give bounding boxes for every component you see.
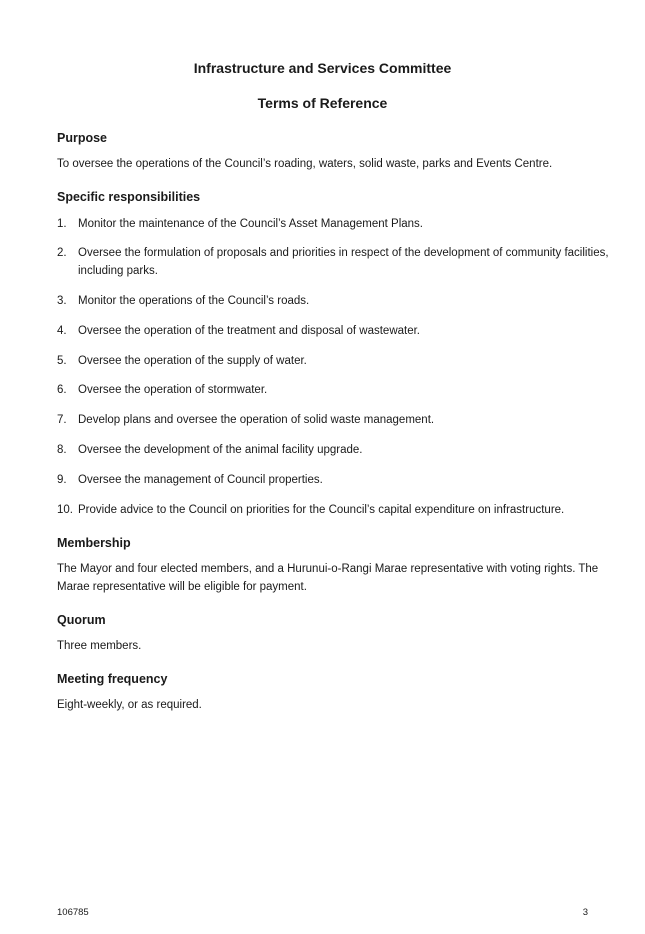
quorum-text: Three members. [57,640,142,652]
quorum-heading: Quorum [57,613,106,627]
list-item-text: Monitor the operations of the Council’s roads. [78,295,310,307]
list-item-number: 10. [57,504,73,516]
list-item-text: Oversee the operation of stormwater. [78,384,268,396]
purpose-text: To oversee the operations of the Council’s roading, waters, solid waste, parks and Events Centre. [57,158,553,170]
document-title: Infrastructure and Services Committee [193,60,452,76]
meeting-frequency-heading: Meeting frequency [57,672,168,686]
list-item-number: 2. [57,247,67,259]
membership-text: The Mayor and four elected members, and a Hurunui-o-Rangi Marae representative with voting rights. The Marae representative will be eligible for payment. [57,563,599,593]
list-item-text: Oversee the development of the animal facility upgrade. [78,444,363,456]
meeting-frequency-text: Eight-weekly, or as required. [57,699,202,711]
list-item-number: 3. [57,295,67,307]
list-item-text: Oversee the management of Council properties. [78,474,323,486]
list-item-number: 7. [57,414,67,426]
list-item-text: Develop plans and oversee the operation of solid waste management. [78,414,435,426]
list-item-number: 8. [57,444,67,456]
list-item-text: Oversee the operation of the treatment and disposal of wastewater. [78,325,421,337]
document-id: 106785 [57,907,89,918]
list-item-text: Oversee the operation of the supply of water. [78,355,307,367]
list-item-text: Monitor the maintenance of the Council’s Asset Management Plans. [78,218,423,230]
list-item-number: 9. [57,474,67,486]
document-subtitle: Terms of Reference [257,95,388,111]
list-item-number: 6. [57,384,67,396]
list-item-text: Oversee the formulation of proposals and priorities in respect of the development of community facilities, including parks. [78,247,609,277]
list-item-number: 1. [57,218,67,230]
membership-heading: Membership [57,536,131,550]
responsibilities-heading: Specific responsibilities [57,190,201,204]
list-item-number: 4. [57,325,67,337]
page-number: 3 [582,907,588,918]
purpose-heading: Purpose [57,131,108,145]
list-item-text: Provide advice to the Council on priorities for the Council’s capital expenditure on infrastructure. [78,504,565,516]
list-item-number: 5. [57,355,67,367]
